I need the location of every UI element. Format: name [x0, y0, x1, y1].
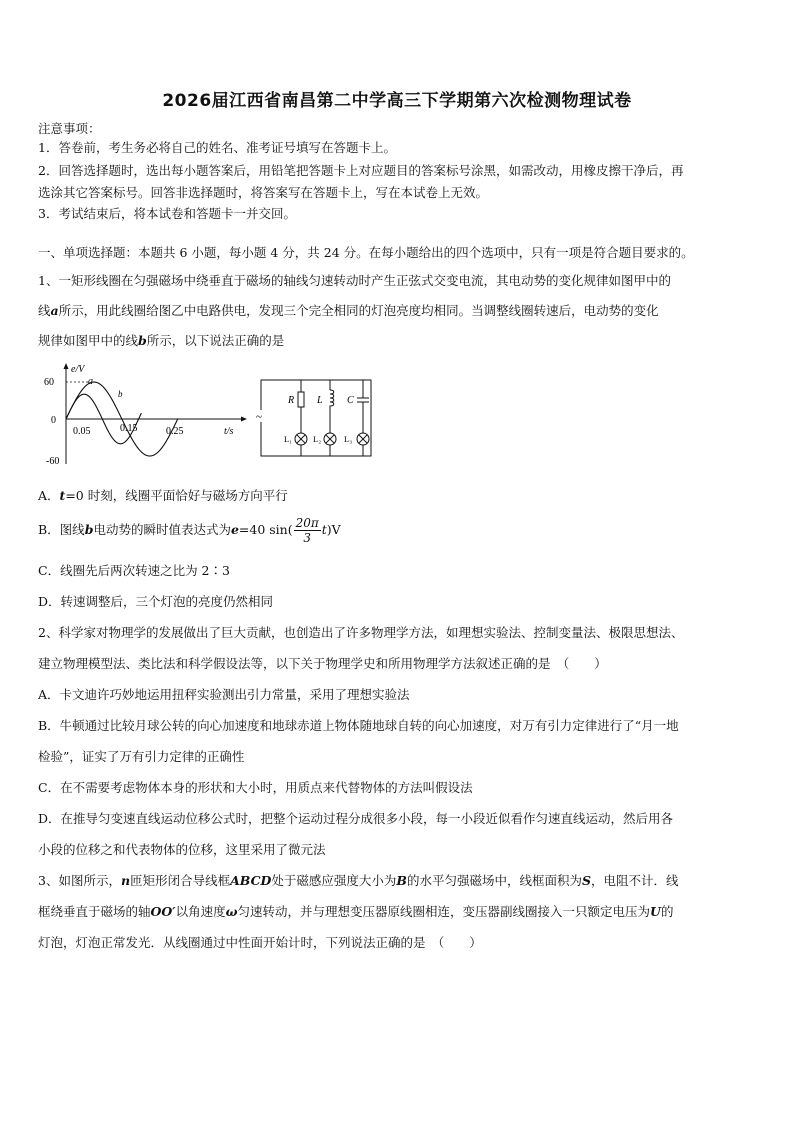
ac-source-symbol: ~: [256, 411, 262, 423]
q1-option-a-prefix: A．: [38, 488, 60, 503]
q1-option-b-fraction: [294, 516, 321, 545]
q3-text-7: 以角速度: [175, 904, 226, 919]
graph-xtick-015: 0.15: [120, 423, 138, 434]
q1-option-b-expr-mid: =40 sin(: [238, 522, 293, 537]
q1-option-b-expr-lhs: e: [230, 522, 239, 537]
lamp-3: [357, 433, 369, 445]
q1-option-b: [38, 515, 341, 545]
q2-stem-line-1: 2、科学家对物理学的发展做出了巨大贡献，也创造出了许多物理学方法，如理想实验法、控制变量法、极限思想法、: [38, 625, 684, 640]
q1-stem-line-3: [38, 333, 284, 349]
notice-heading: 注意事项：: [38, 121, 101, 136]
q3-stem-line-2: [38, 904, 673, 920]
q3-text-6: 框绕垂直于磁场的轴: [38, 904, 151, 919]
lamp-2: [324, 433, 336, 445]
q3-var-axis: OO′: [150, 904, 176, 919]
q1-option-a-text: =0 时刻，线圈平面恰好与磁场方向平行: [65, 488, 288, 503]
notice-item-2: 2．回答选择题时，选出每小题答案后，用铅笔把答题卡上对应题目的答案标号涂黑，如需改动，用橡皮擦干净后，再: [38, 163, 684, 178]
inductor-label: L: [317, 395, 323, 406]
circuit-frame: [261, 380, 371, 456]
q3-var-u: U: [650, 904, 661, 919]
capacitor-label: C: [347, 395, 354, 406]
q3-var-omega: ω: [225, 904, 238, 919]
graph-xtick-025: 0.25: [166, 426, 184, 437]
lamp-1: [295, 433, 307, 445]
curve-b-label: b: [118, 389, 123, 399]
section-heading: 一、单项选择题：本题共 6 小题，每小题 4 分，共 24 分。在每小题给出的四个选项中，只有一项是符合题目要求的。: [38, 245, 694, 260]
q1-option-b-text: 电动势的瞬时值表达式为: [93, 522, 231, 537]
curve-a-variable: a: [50, 303, 59, 318]
q3-stem-line-1: [38, 873, 679, 889]
q1-option-c: C．线圈先后两次转速之比为 2∶3: [38, 563, 230, 578]
resistor: [298, 392, 304, 407]
q3-var-abcd: ABCD: [230, 873, 272, 888]
graph-xlabel: t/s: [224, 426, 234, 437]
q1-option-b-var: b: [84, 522, 94, 537]
curve-b-variable: b: [138, 333, 147, 348]
graph-xtick-005: 0.05: [73, 426, 91, 437]
q1-option-b-expr-t: t: [321, 522, 327, 537]
fraction-denominator: 3: [303, 531, 311, 545]
q3-stem-line-3: 灯泡，灯泡正常发光．从线圈通过中性面开始计时，下列说法正确的是 （ ）: [38, 935, 482, 950]
q3-var-b: B: [396, 873, 407, 888]
q1-stem-line2-text: 所示，用此线圈给图乙中电路供电，发现三个完全相同的灯泡亮度均相同。当调整线圈转速后，电动势的变化: [58, 303, 659, 318]
q3-text-3: 处于磁感应强度大小为: [271, 873, 397, 888]
graph-ylabel: e/V: [71, 364, 85, 375]
q2-stem-line-2: 建立物理模型法、类比法和科学假设法等，以下关于物理学史和所用物理学方法叙述正确的是 （ ）: [38, 656, 607, 671]
q2-option-b-cont: 检验”，证实了万有引力定律的正确性: [38, 749, 245, 764]
curve-a-label: a: [88, 376, 93, 387]
circuit-diagram: [253, 372, 379, 462]
q1-stem-line3-text: 所示，以下说法正确的是: [146, 333, 285, 348]
emf-time-graph: [38, 360, 253, 472]
notice-item-3: 3．考试结束后，将本试卷和答题卡一并交回。: [38, 206, 296, 221]
resistor-label: R: [288, 395, 295, 406]
page-title: 2026届江西省南昌第二中学高三下学期第六次检测物理试卷: [162, 91, 632, 111]
notice-item-2-cont: 选涂其它答案标号。回答非选择题时，将答案写在答题卡上，写在本试卷上无效。: [38, 185, 489, 200]
graph-y-axis-arrow: [64, 363, 69, 369]
q2-option-c: C．在不需要考虑物体本身的形状和大小时，用质点来代替物体的方法叫假设法: [38, 780, 473, 795]
graph-ytick-60: 60: [44, 377, 54, 388]
q1-stem-line-1: 1、一矩形线圈在匀强磁场中绕垂直于磁场的轴线匀速转动时产生正弦式交变电流，其电动势的变化规律如图甲中的: [38, 273, 671, 288]
q2-option-d-cont: 小段的位移之和代表物体的位移，这里采用了微元法: [38, 842, 326, 857]
q3-var-n: n: [120, 873, 131, 888]
graph-ytick-neg60: -60: [46, 456, 60, 467]
fraction-numerator: 20π: [295, 516, 319, 530]
q1-option-b-prefix: B．图线: [38, 522, 85, 537]
lamp-2-label: L₂: [313, 434, 322, 444]
q3-text-1: 3、如图所示，: [38, 873, 121, 888]
q2-option-a: A．卡文迪许巧妙地运用扭秤实验测出引力常量，采用了理想实验法: [38, 687, 410, 702]
lamp-1-label: L₁: [284, 434, 293, 444]
q1-stem-line3-prefix: 规律如图甲中的线: [38, 333, 139, 348]
capacitor-gap: [359, 398, 367, 402]
q1-stem-line-2: [38, 303, 659, 319]
q1-option-d: D．转速调整后，三个灯泡的亮度仍然相同: [38, 594, 274, 609]
q1-option-a: [38, 488, 288, 504]
q1-option-b-expr-end: )V: [326, 522, 341, 537]
lamp-3-label: L₃: [344, 434, 353, 444]
q3-var-s: S: [581, 873, 592, 888]
q1-stem-line2-prefix: 线: [38, 303, 51, 318]
q3-text-2: 匝矩形闭合导线框: [130, 873, 231, 888]
q3-text-5: ，电阻不计．线: [591, 873, 679, 888]
graph-x-axis-arrow: [241, 417, 247, 422]
q2-option-b: B．牛顿通过比较月球公转的向心加速度和地球赤道上物体随地球自转的向心加速度，对万有引力定律进行了“月一地: [38, 718, 679, 733]
q3-text-8: 匀速转动，并与理想变压器原线圈相连，变压器副线圈接入一只额定电压为: [237, 904, 651, 919]
q3-text-4: 的水平匀强磁场中，线框面积为: [406, 873, 582, 888]
notice-item-1: 1．答卷前，考生务必将自己的姓名、准考证号填写在答题卡上。: [38, 140, 396, 155]
q3-text-9: 的: [660, 904, 674, 919]
q2-option-d: D．在推导匀变速直线运动位移公式时，把整个运动过程分成很多小段，每一小段近似看作匀速直线运动，然后用各: [38, 811, 674, 826]
q1-option-a-var: t: [59, 488, 66, 503]
graph-ytick-0: 0: [51, 415, 56, 426]
